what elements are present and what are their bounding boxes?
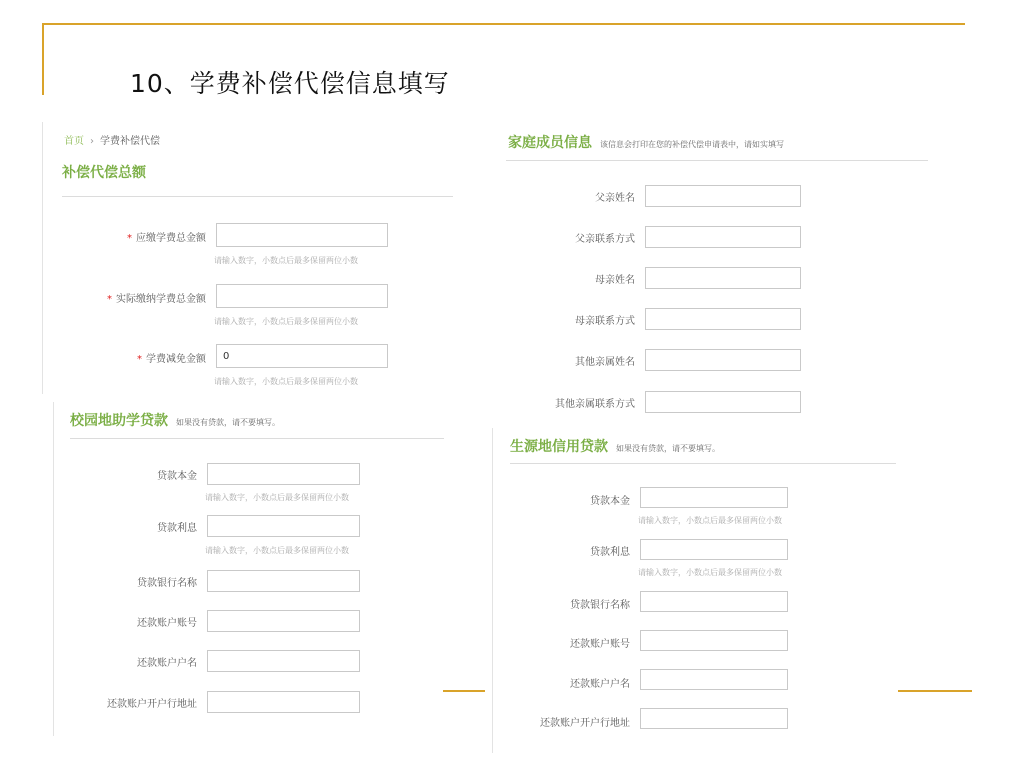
- label-tuition-waiver: * 学费减免金额: [137, 354, 206, 365]
- slide-bottom-rule-right: [898, 690, 972, 692]
- campus-interest-hint: 请输入数字，小数点后最多保留两位小数: [205, 546, 349, 555]
- label-campus-account-name: 还款账户户名: [137, 658, 197, 669]
- mother-contact-input[interactable]: [645, 308, 801, 330]
- panel-left-border: [42, 122, 43, 394]
- tuition-waiver-hint: 请输入数字，小数点后最多保留两位小数: [214, 377, 358, 386]
- campus-principal-hint: 请输入数字，小数点后最多保留两位小数: [205, 493, 349, 502]
- origin-bank-address-input[interactable]: [640, 708, 788, 729]
- origin-interest-input[interactable]: [640, 539, 788, 560]
- label-mother-name: 母亲姓名: [595, 275, 635, 286]
- label-origin-bank-address: 还款账户开户行地址: [540, 718, 630, 729]
- origin-principal-input[interactable]: [640, 487, 788, 508]
- label-relative-name: 其他亲属姓名: [575, 357, 635, 368]
- origin-bank-input[interactable]: [640, 591, 788, 612]
- relative-contact-input[interactable]: [645, 391, 801, 413]
- slide-left-rule: [42, 23, 44, 95]
- breadcrumb: [64, 132, 160, 147]
- origin-principal-hint: 请输入数字，小数点后最多保留两位小数: [638, 516, 782, 525]
- relative-name-input[interactable]: [645, 349, 801, 371]
- tuition-waiver-input[interactable]: [216, 344, 388, 368]
- label-father-contact: 父亲联系方式: [575, 234, 635, 245]
- origin-account-name-input[interactable]: [640, 669, 788, 690]
- label-father-name: 父亲姓名: [595, 193, 635, 204]
- label-origin-account-no: 还款账户账号: [570, 639, 630, 650]
- origin-interest-hint: 请输入数字，小数点后最多保留两位小数: [638, 568, 782, 577]
- campus-interest-input[interactable]: [207, 515, 360, 537]
- campus-bank-input[interactable]: [207, 570, 360, 592]
- campus-account-name-input[interactable]: [207, 650, 360, 672]
- breadcrumb-separator-icon: ›: [90, 136, 94, 147]
- tuition-due-hint: 请输入数字，小数点后最多保留两位小数: [214, 256, 358, 265]
- label-mother-contact: 母亲联系方式: [575, 316, 635, 327]
- campus-loan-divider: [70, 438, 444, 439]
- family-divider: [506, 160, 928, 161]
- campus-loan-left-border: [53, 402, 54, 736]
- campus-loan-title: 校园地助学贷款 如果没有贷款，请不要填写。: [70, 413, 280, 429]
- label-campus-account-no: 还款账户账号: [137, 618, 197, 629]
- label-tuition-due: * 应缴学费总金额: [127, 233, 206, 244]
- label-origin-interest: 贷款利息: [590, 547, 630, 558]
- label-origin-principal: 贷款本金: [590, 496, 630, 507]
- mother-name-input[interactable]: [645, 267, 801, 289]
- origin-loan-note: 如果没有贷款，请不要填写。: [616, 444, 720, 453]
- label-campus-bank-address: 还款账户开户行地址: [107, 699, 197, 710]
- origin-loan-divider: [510, 463, 896, 464]
- breadcrumb-current: 学费补偿代偿: [100, 136, 160, 147]
- comp-total-divider: [62, 196, 453, 197]
- label-campus-bank: 贷款银行名称: [137, 578, 197, 589]
- campus-bank-address-input[interactable]: [207, 691, 360, 713]
- campus-account-no-input[interactable]: [207, 610, 360, 632]
- label-origin-bank: 贷款银行名称: [570, 600, 630, 611]
- comp-total-title: 补偿代偿总额: [62, 165, 146, 181]
- origin-account-no-input[interactable]: [640, 630, 788, 651]
- origin-loan-left-border: [492, 428, 493, 753]
- origin-loan-title: 生源地信用贷款 如果没有贷款，请不要填写。: [510, 439, 720, 455]
- tuition-paid-input[interactable]: [216, 284, 388, 308]
- slide-top-rule: [42, 23, 965, 25]
- label-relative-contact: 其他亲属联系方式: [555, 399, 635, 410]
- label-campus-principal: 贷款本金: [157, 471, 197, 482]
- slide-title: 10、学费补偿代偿信息填写: [130, 69, 450, 98]
- tuition-due-input[interactable]: [216, 223, 388, 247]
- campus-principal-input[interactable]: [207, 463, 360, 485]
- breadcrumb-home-link[interactable]: 首页: [64, 136, 84, 147]
- campus-loan-note: 如果没有贷款，请不要填写。: [176, 418, 280, 427]
- father-name-input[interactable]: [645, 185, 801, 207]
- label-tuition-paid: * 实际缴纳学费总金额: [107, 294, 206, 305]
- family-note: 该信息会打印在您的补偿代偿申请表中，请如实填写: [600, 140, 784, 149]
- tuition-paid-hint: 请输入数字，小数点后最多保留两位小数: [214, 317, 358, 326]
- father-contact-input[interactable]: [645, 226, 801, 248]
- family-title: 家庭成员信息 该信息会打印在您的补偿代偿申请表中，请如实填写: [508, 135, 784, 151]
- label-campus-interest: 贷款利息: [157, 523, 197, 534]
- label-origin-account-name: 还款账户户名: [570, 679, 630, 690]
- slide-bottom-rule-left: [443, 690, 485, 692]
